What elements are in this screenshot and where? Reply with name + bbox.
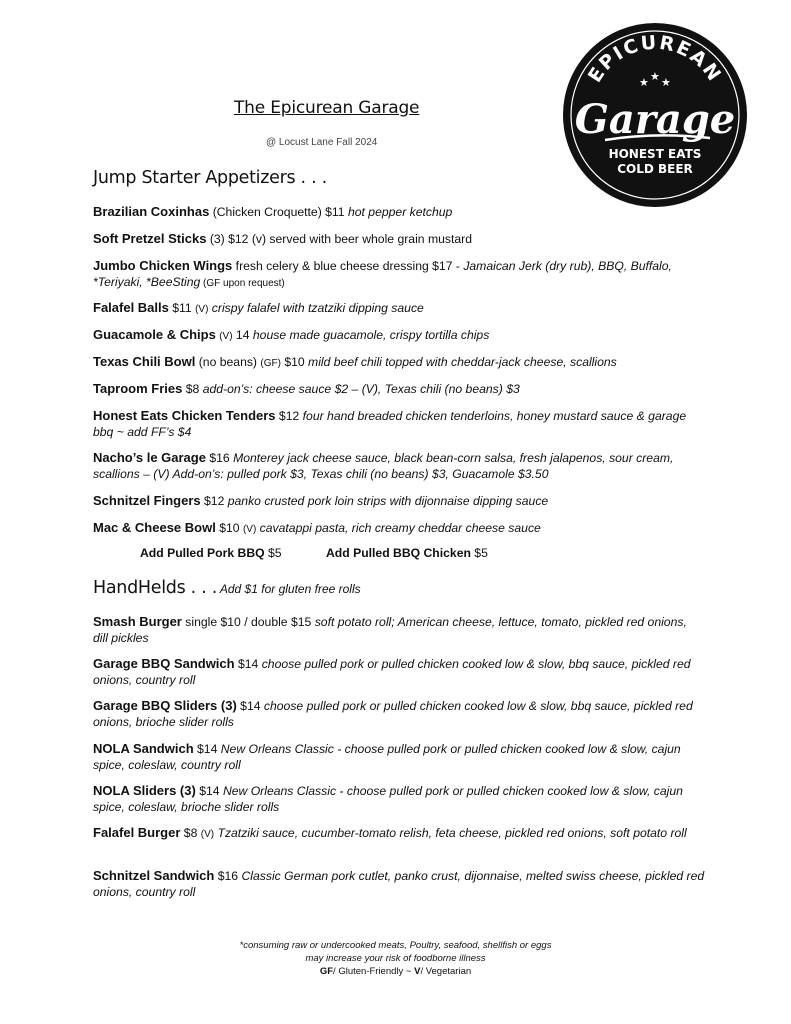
footer-disclaimer	[0, 939, 791, 978]
menu-subtitle: @ Locust Lane Fall 2024	[266, 137, 378, 148]
menu-item: NOLA Sliders (3) $14 New Orleans Classic - choose pulled pork or pulled chicken cooked low & slow, cajun spice, coleslaw, brioche slider rolls	[93, 783, 683, 814]
menu-item: Taproom Fries $8 add-on’s: cheese sauce $2 – (V), Texas chili (no beans) $3	[93, 381, 520, 396]
menu-item: Smash Burger single $10 / double $15 soft potato roll; American cheese, lettuce, tomato, pickled red onions, dill pickles	[93, 614, 687, 645]
epicurean-garage-logo	[560, 20, 750, 210]
menu-item: Falafel Burger $8 (V) Tzatziki sauce, cucumber-tomato relish, feta cheese, pickled red onions, soft potato roll	[93, 825, 687, 840]
star-icon: ★	[639, 77, 649, 89]
menu-item: Nacho’s le Garage $16 Monterey jack cheese sauce, black bean-corn salsa, fresh jalapenos, sour cream, scallions – (V) Add-on’s: pulled pork $3, Texas chili (no beans) $3, Guacamole $3.50	[93, 450, 674, 481]
appetizers-heading: Jump Starter Appetizers . . .	[93, 168, 327, 188]
logo-main-text: Garage	[574, 96, 736, 143]
menu-item: Schnitzel Sandwich $16 Classic German pork cutlet, panko crust, dijonnaise, melted swiss cheese, pickled red onions, country roll	[93, 868, 705, 899]
menu-item: Soft Pretzel Sticks (3) $12 (v) served with beer whole grain mustard	[93, 231, 472, 246]
footer-legend: GF/ Gluten-Friendly ~ V/ Vegetarian	[319, 966, 472, 977]
handhelds-heading: HandHelds . . . Add $1 for gluten free rolls	[93, 578, 361, 598]
menu-item: Jumbo Chicken Wings fresh celery & blue cheese dressing $17 - Jamaican Jerk (dry rub), BBQ, Buffalo, *Teriyaki, *BeeSting (GF upon request)	[93, 258, 672, 289]
menu-title: The Epicurean Garage	[234, 98, 420, 118]
menu-item: Schnitzel Fingers $12 panko crusted pork loin strips with dijonnaise dipping sauce	[93, 493, 549, 508]
handhelds-note: Add $1 for gluten free rolls	[216, 582, 361, 596]
menu-item: Mac & Cheese Bowl $10 (V) cavatappi pasta, rich creamy cheddar cheese sauce	[93, 520, 541, 535]
logo-top-text: EPICUREAN	[583, 31, 726, 87]
logo-line2: COLD BEER	[617, 162, 693, 176]
footer-line1: *consuming raw or undercooked meats, Poultry, seafood, shellfish or eggs	[239, 940, 552, 951]
logo-line1: HONEST EATS	[608, 147, 702, 161]
star-icon: ★	[650, 71, 660, 83]
menu-item: Garage BBQ Sliders (3) $14 choose pulled pork or pulled chicken cooked low & slow, bbq sauce, pickled red onions, brioche slider rolls	[93, 698, 693, 729]
menu-item: Guacamole & Chips (V) 14 house made guacamole, crispy tortilla chips	[93, 327, 490, 342]
menu-item: Garage BBQ Sandwich $14 choose pulled pork or pulled chicken cooked low & slow, bbq sauce, pickled red onions, country roll	[93, 656, 691, 687]
menu-item: Falafel Balls $11 (V) crispy falafel with tzatziki dipping sauce	[93, 300, 424, 315]
menu-item: Texas Chili Bowl (no beans) (GF) $10 mild beef chili topped with cheddar-jack cheese, scallions	[93, 354, 617, 369]
addon-pulled-chicken: Add Pulled BBQ Chicken $5	[326, 546, 488, 560]
footer-line2: may increase your risk of foodborne illness	[305, 953, 486, 964]
menu-item: NOLA Sandwich $14 New Orleans Classic - choose pulled pork or pulled chicken cooked low & slow, cajun spice, coleslaw, country roll	[93, 741, 681, 772]
menu-item: Brazilian Coxinhas (Chicken Croquette) $11 hot pepper ketchup	[93, 204, 453, 219]
menu-item: Honest Eats Chicken Tenders $12 four hand breaded chicken tenderloins, honey mustard sauce & garage bbq ~ add FF’s $4	[93, 408, 687, 439]
star-icon: ★	[661, 77, 671, 89]
addon-pulled-pork: Add Pulled Pork BBQ $5	[140, 546, 282, 560]
